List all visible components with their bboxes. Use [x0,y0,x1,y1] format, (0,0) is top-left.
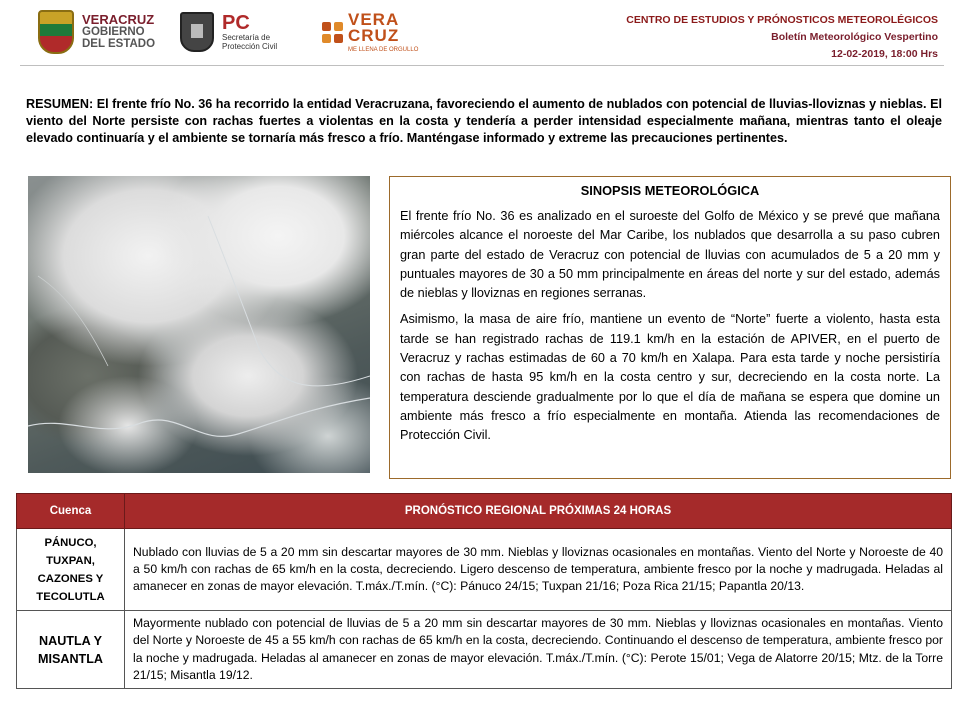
logo-vc-line2: CRUZ [348,26,400,45]
basin-forecast: Mayormente nublado con potencial de lluvias de 5 a 20 mm sin descartar mayores de 30 mm. Nieblas y lloviznas ocasionales en montañas. Viento del Norte y Noroeste de 45 a 55 km/h con rachas de 65 km/h en la costa, decreciendo. Continuando el descenso de temperatura, ambiente fresco por la noche y madrugada. Heladas al amanecer en zonas de mayor elevación. T.máx./T.mín. (°C): Perote 15/01; Vega de Alatorre 20/15; Mtz. de la Torre 21/15; Misantla 19/12. [125,611,952,689]
coastline-overlay [28,176,370,473]
regional-forecast-table [16,493,952,689]
logo-pc-line2: Protección Civil [222,42,278,51]
synopsis-paragraph-2: Asimismo, la masa de aire frío, mantiene un evento de “Norte” fuerte a violento, hasta esta tarde se han registrado rachas de 119.1 km/h en la estación de APIVER, en el puerto de Veracruz y rachas estimadas de 60 a 70 km/h en Xalapa. Para esta tarde y noche persistiría con rachas de hasta 95 km/h en la costa centro y sur, decreciendo en la costa norte. La temperatura desciende gradualmente por lo que el día de mañana se espera que domine un ambiente más fresco a frío especialmente en montaña. Atienda las recomendaciones de Protección Civil. [400,312,940,443]
table-header-row [17,494,952,529]
bulletin-type: Boletín Meteorológico Vespertino [771,31,938,43]
logo-ver-line2: GOBIERNO [82,26,145,38]
logo-pc-line1: Secretaría de [222,33,271,42]
table-row [17,529,952,611]
logo-ver-line1: VERACRUZ [82,12,155,27]
synopsis-title: SINOPSIS METEOROLÓGICA [580,183,760,198]
summary-paragraph: RESUMEN: El frente frío No. 36 ha recorrido la entidad Veracruzana, favoreciendo el aumento de nublados con potencial de lluvias-lloviznas y nieblas. El viento del Norte persiste con rachas fuertes a violentas en la costa y tendería a perder intensidad especialmente mañana, mientras tanto el oleaje elevado continuaría y el ambiente se tornaría más fresco a frío. Manténgase informado y extreme las precauciones pertinentes. [26,97,942,145]
basin-name: PÁNUCO, TUXPAN, CAZONES Y TECOLUTLA [17,529,125,611]
table-row [17,611,952,689]
knot-icon [322,22,344,44]
logo-pc-abbr: PC [222,12,250,34]
veracruz-government-logo [38,10,155,54]
synopsis-paragraph-1: El frente frío No. 36 es analizado en el suroeste del Golfo de México y se prevé que mañana miércoles alcance el noroeste del Mar Caribe, los nublados que desarrolla a su paso cubren gran parte del estado de Veracruz con potencial de lluvias con acumulados de 5 a 20 mm y puntuales mayores de 30 a 50 mm principalmente en áreas del norte y sur del estado, además de nieblas y lloviznas en regiones serranas. [400,209,940,301]
veracruz-brand-logo [322,12,418,54]
bulletin-header [626,12,938,63]
basin-forecast: Nublado con lluvias de 5 a 20 mm sin descartar mayores de 30 mm. Nieblas y lloviznas ocasionales en montañas. Viento del Norte y Noroeste de 40 a 50 km/h con rachas de 65 km/h en la costa, decreciendo. Ligero descenso de temperatura, ambiente fresco por la noche y madrugada. Heladas al amanecer en zonas de mayor elevación. T.máx./T.mín. (°C): Pánuco 24/15; Tuxpan 21/16; Poza Rica 21/15; Papantla 20/13. [125,529,952,611]
veracruz-shield-icon [38,10,74,54]
logo-vc-tagline: ME LLENA DE ORGULLO [348,47,419,53]
pc-shield-icon [180,12,214,52]
logo-vc-line1: VERA [348,10,400,29]
header-divider [20,65,944,66]
basin-name: NAUTLA Y MISANTLA [17,611,125,689]
column-header-cuenca: Cuenca [17,494,125,529]
organization-name: CENTRO DE ESTUDIOS Y PRÓNOSTICOS METEOROLÉGICOS [626,14,938,26]
bulletin-datetime: 12-02-2019, 18:00 Hrs [831,48,938,60]
satellite-image [28,176,370,473]
logo-ver-line3: DEL ESTADO [82,38,156,50]
proteccion-civil-logo [180,12,277,52]
column-header-forecast: PRONÓSTICO REGIONAL PRÓXIMAS 24 HORAS [125,494,952,529]
synopsis-box [389,176,951,479]
